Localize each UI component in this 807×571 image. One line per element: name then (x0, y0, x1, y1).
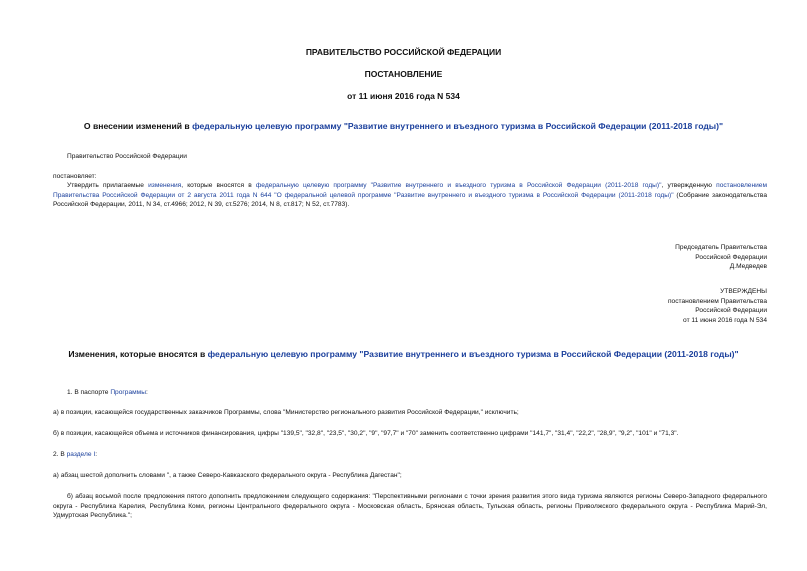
changes-title (20, 349, 787, 359)
program-link[interactable]: федеральную целевую программу "Развитие внутреннего и въездного туризма в Российской Федерации (2011-2018 годы)" (192, 121, 724, 131)
item-2-prefix: 2. В (53, 451, 67, 458)
approval-date-number: от 11 июня 2016 года N 534 (683, 316, 767, 324)
program-link-3[interactable]: федеральную целевую программу "Развитие внутреннего и въездного туризма в Российской Федерации (2011-2018 годы)" (207, 349, 739, 359)
section-1-link[interactable]: разделе I (66, 451, 96, 458)
government-heading: ПРАВИТЕЛЬСТВО РОССИЙСКОЙ ФЕДЕРАЦИИ (305, 47, 502, 57)
document-type-heading: ПОСТАНОВЛЕНИЕ (364, 69, 443, 79)
approval-block (668, 287, 767, 325)
passport-program-link[interactable]: Программы (110, 389, 146, 396)
item-2b: б) абзац восьмой после предложения пятого дополнить предложением следующего содержания: "Перспективными регионами с точки зрения развития этого вида туризма являются регионы Северо-Западного федерального округа - Республика Карелия, Республика Коми, регионы Центрального федерального округа - Московская область, Брянская область, Тульская область, регионы Приволжского федерального округа - Республика Марий-Эл, Удмуртская Республика."; (53, 493, 767, 520)
item-2-suffix: : (95, 451, 98, 458)
government-name: Правительство Российской Федерации (67, 153, 187, 160)
document-title (20, 121, 787, 131)
main-paragraph-text-4: (Собрание законодательства Российской Федерации, 2011, N 34, ст.4966; 2012, N 39, ст.5276; 2014, N 8, ст.817; N 52, ст.7783). (53, 191, 767, 209)
approval-line-2: постановлением Правительства (667, 297, 767, 305)
resolution-644-link[interactable]: постановлением Правительства Российской Федерации от 2 августа 2011 года N 644 "О федеральной целевой программе "Развитие внутреннего и въездного туризма в Российской Федерации (2011-2018 годы)" (53, 182, 767, 199)
program-link-2[interactable]: федеральную целевую программу "Развитие внутреннего и въездного туризма в Российской Федерации (2011-2018 годы)" (255, 182, 662, 189)
signature-name: Д.Медведев (729, 263, 767, 271)
main-paragraph-text-1: Утвердить прилагаемые (67, 182, 149, 189)
item-2 (53, 450, 97, 460)
item-2a: а) абзац шестой дополнить словами ", а также Северо-Кавказского федерального округа - Республика Дагестан"; (53, 472, 402, 479)
document-title-prefix: О внесении изменений в (83, 121, 193, 131)
date-number-heading: от 11 июня 2016 года N 534 (347, 91, 460, 101)
main-paragraph-text-2: , которые вносятся в (181, 182, 256, 189)
item-1b: б) в позиции, касающейся объема и источников финансирования, цифры "139,5", "32,8", "23,5", "30,2", "9", "97,7" и "70" заменить соответственно цифрами "141,7", "31,4", "22,2", "28,9", "9,2", "101" и "71,3". (53, 430, 679, 437)
changes-link[interactable]: изменения (148, 182, 182, 189)
main-paragraph (53, 181, 767, 210)
signature-country: Российской Федерации (695, 253, 767, 261)
main-paragraph-text-3: , утвержденную (661, 182, 717, 189)
approval-word: УТВЕРЖДЕНЫ (720, 288, 767, 295)
decrees-word: постановляет: (53, 173, 97, 180)
approval-line-3: Российской Федерации (695, 307, 767, 315)
changes-title-prefix: Изменения, которые вносятся в (68, 349, 208, 359)
item-1-suffix: : (145, 389, 148, 396)
item-1 (67, 388, 148, 398)
signature-position: Председатель Правительства (675, 244, 767, 251)
item-1-prefix: 1. В паспорте (67, 389, 111, 396)
signature-block (675, 243, 767, 272)
item-1a: а) в позиции, касающейся государственных заказчиков Программы, слова "Министерство регионального развития Российской Федерации," исключить; (53, 409, 519, 416)
